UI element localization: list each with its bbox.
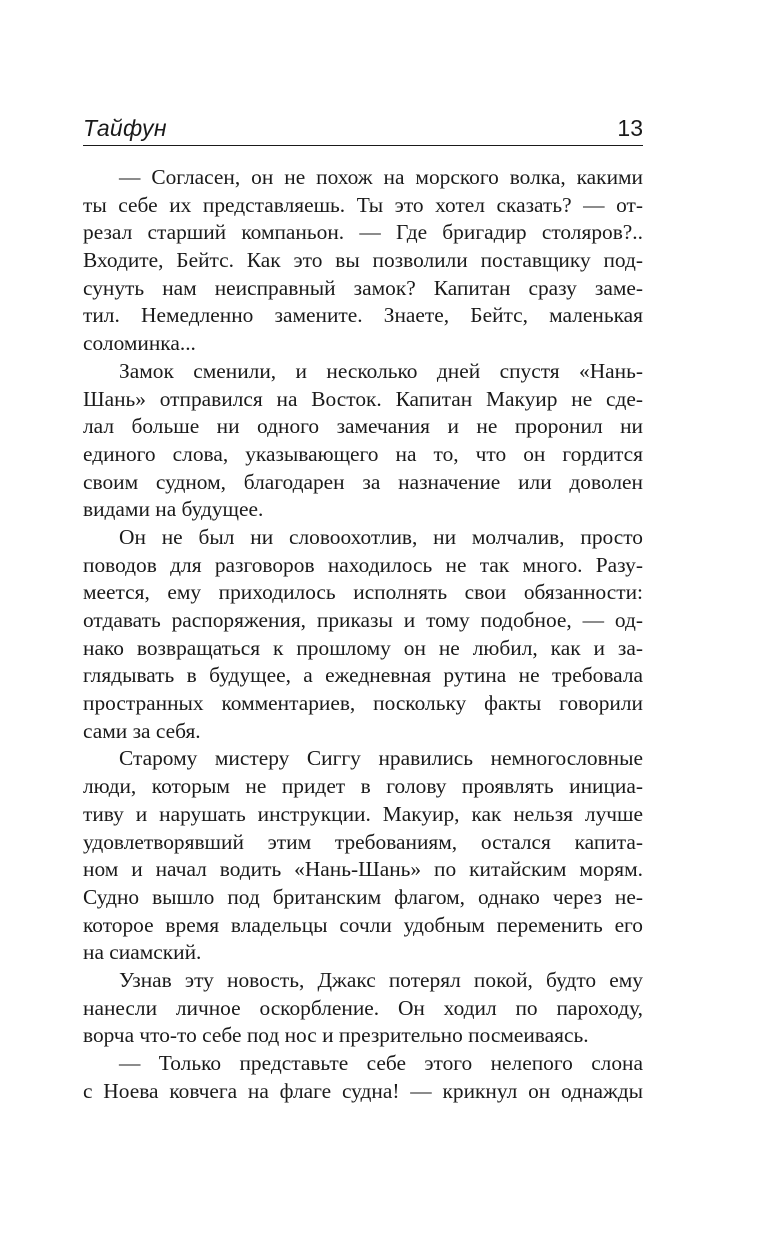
- text-line: нанесли личное оскорбление. Он ходил по пароходу,: [83, 995, 643, 1020]
- running-title: Тайфун: [83, 115, 167, 141]
- text-line: с Ноева ковчега на флаге судна! — крикнул он однажды: [83, 1078, 643, 1103]
- running-header: [83, 113, 643, 147]
- text-line: пространных комментариев, поскольку факты говорили: [83, 691, 643, 716]
- text-line: видами на будущее.: [83, 497, 264, 522]
- text-line: меется, ему приходилось исполнять свои обязанности:: [83, 580, 643, 605]
- text-line: сами за себя.: [83, 718, 201, 743]
- text-line: нако возвращаться к прошлому он не любил, как и за-: [83, 635, 643, 660]
- paragraph: [83, 1050, 643, 1105]
- text-line: тиву и нарушать инструкции. Макуир, как нельзя лучше: [83, 801, 643, 826]
- text-line: соломинка...: [83, 331, 196, 356]
- header-rule: [83, 145, 643, 146]
- text-line: тил. Немедленно замените. Знаете, Бейтс, маленькая: [83, 303, 643, 328]
- text-line: — Согласен, он не похож на морского волка, какими: [119, 165, 643, 189]
- page-number: 13: [617, 115, 643, 141]
- text-line: резал старший компаньон. — Где бригадир столяров?..: [83, 220, 643, 245]
- text-line: которое время владельцы сочли удобным переменить его: [83, 912, 643, 937]
- text-line: — Только представьте себе этого нелепого слона: [119, 1051, 643, 1075]
- text-line: Он не был ни словоохотлив, ни молчалив, просто: [119, 524, 643, 549]
- text-line: на сиамский.: [83, 940, 202, 965]
- text-line: Узнав эту новость, Джакс потерял покой, будто ему: [119, 967, 643, 992]
- text-line: Шань» отправился на Восток. Капитан Макуир не сде-: [83, 386, 643, 411]
- text-line: отдавать распоряжения, приказы и тому подобное, — од-: [83, 608, 643, 632]
- paragraph: [83, 164, 643, 358]
- text-line: Судно вышло под британским флагом, однако через не-: [83, 884, 643, 909]
- text-line: единого слова, указывающего на то, что он гордится: [83, 441, 643, 466]
- text-line: своим судном, благодарен за назначение или доволен: [83, 469, 643, 494]
- text-line: Замок сменили, и несколько дней спустя «Нань-: [119, 358, 643, 383]
- text-line: ном и начал водить «Нань-Шань» по китайским морям.: [83, 857, 643, 882]
- text-line: Старому мистеру Сиггу нравились немногословные: [119, 746, 643, 771]
- paragraph: [83, 967, 643, 1050]
- text-line: сунуть нам неисправный замок? Капитан сразу заме-: [83, 275, 643, 300]
- paragraph: [83, 358, 643, 524]
- paragraph: [83, 745, 643, 967]
- text-line: лал больше ни одного замечания и не проронил ни: [83, 414, 643, 439]
- body-text: [83, 164, 643, 1105]
- text-line: Входите, Бейтс. Как это вы позволили поставщику под-: [83, 248, 643, 273]
- text-line: удовлетворявший этим требованиям, остался капита-: [83, 829, 643, 854]
- text-line: ты себе их представляешь. Ты это хотел сказать? — от-: [83, 192, 643, 217]
- paragraph: [83, 524, 643, 746]
- text-line: ворча что-то себе под нос и презрительно посмеиваясь.: [83, 1023, 589, 1048]
- text-line: глядывать в будущее, а ежедневная рутина не требовала: [83, 663, 643, 688]
- text-line: поводов для разговоров находилось не так много. Разу-: [83, 552, 643, 577]
- text-line: люди, которым не придет в голову проявлять инициа-: [83, 774, 643, 799]
